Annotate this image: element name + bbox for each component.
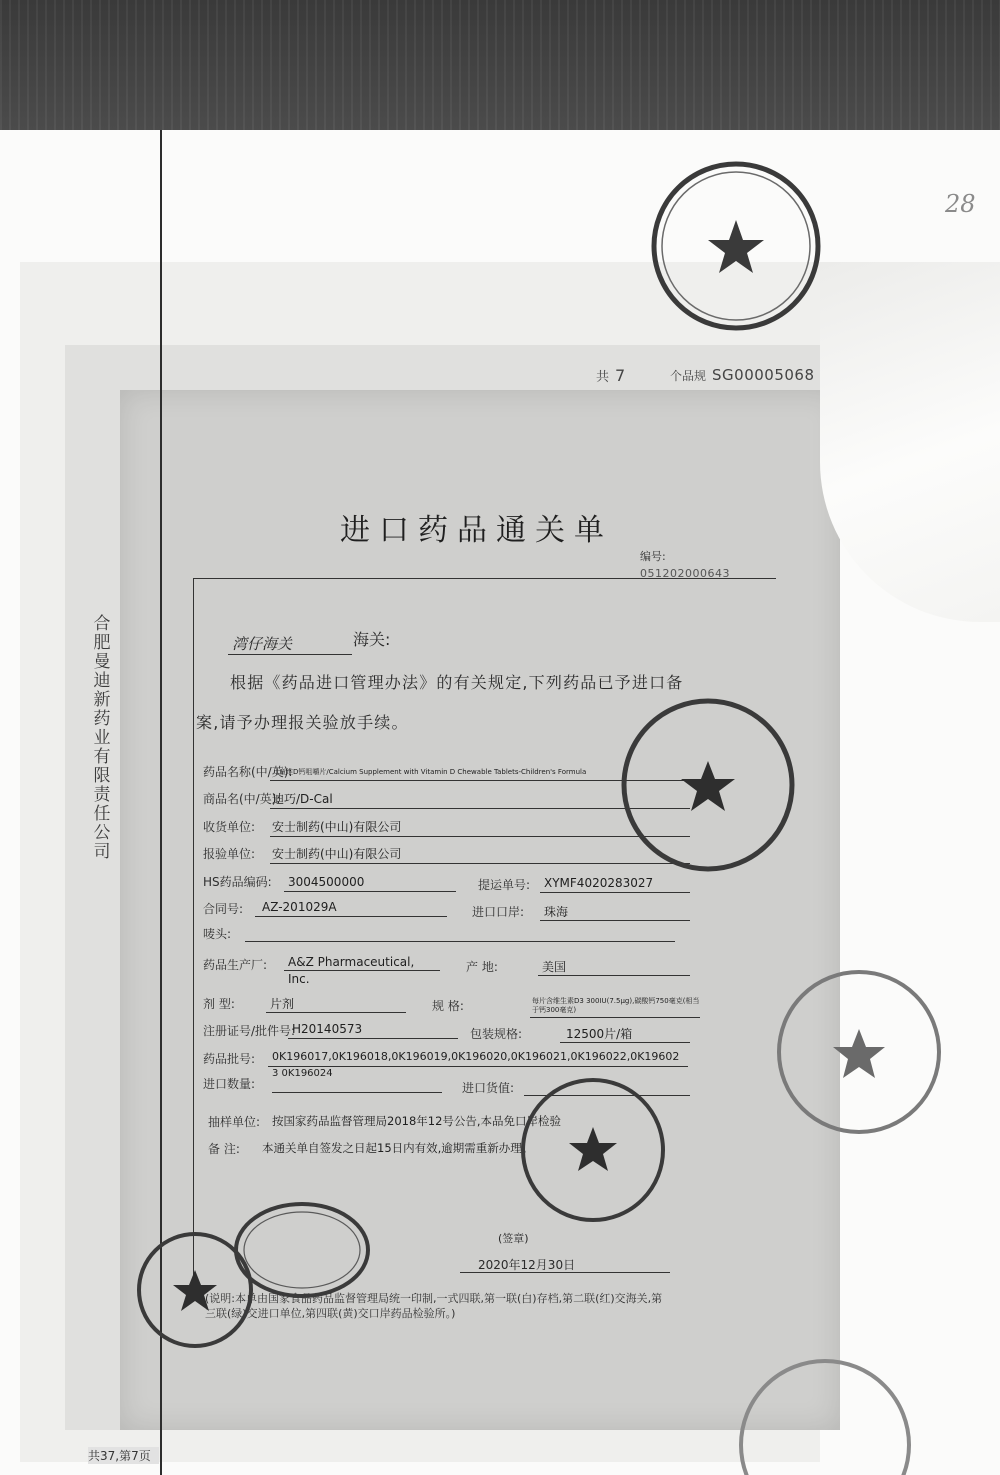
issue-date-underline — [460, 1272, 670, 1273]
import-qty-label: 进口数量: — [203, 1077, 256, 1091]
seal-label: (签章) — [498, 1232, 529, 1245]
remark-value: 本通关单自签发之日起15日内有效,逾期需重新办理。 — [262, 1141, 534, 1155]
company-side-label: 合肥曼迪新药业有限责任公司 — [93, 614, 111, 862]
bill-no-underline — [540, 892, 690, 893]
handwritten-page-number: 28 — [945, 190, 976, 218]
registration-underline — [288, 1038, 458, 1039]
contract-value: AZ-201029A — [262, 900, 337, 914]
spec-value: 每片含维生素D3 300IU(7.5μg),碳酸钙750毫克(相当于钙300毫克) — [532, 997, 700, 1014]
consignee-label: 收货单位: — [203, 820, 256, 834]
customs-suffix: 海关: — [353, 630, 391, 649]
anshi-company-seal — [618, 695, 798, 875]
port-value: 珠海 — [544, 905, 569, 919]
batch-underline-1 — [268, 1066, 688, 1067]
consignee-value: 安士制药(中山)有限公司 — [272, 820, 402, 834]
registration-value: H20140573 — [292, 1022, 363, 1036]
pack-spec-underline — [560, 1042, 690, 1043]
intro-line-1: 根据《药品进口管理办法》的有关规定,下列药品已予进口备 — [230, 673, 684, 692]
header-count-label: 共 — [596, 370, 610, 385]
declarant-value: 安士制药(中山)有限公司 — [272, 847, 402, 861]
header-serial — [670, 366, 815, 384]
seal-star-icon — [708, 220, 764, 273]
header-count — [596, 366, 625, 385]
intro-line-2: 案,请予办理报关验放手续。 — [196, 713, 409, 732]
manufacturer-value-1: A&Z Pharmaceutical, — [288, 955, 415, 969]
header-serial-label: 个品规 — [670, 369, 707, 383]
pack-spec-value: 12500片/箱 — [566, 1027, 633, 1041]
pack-spec-label: 包装规格: — [470, 1027, 523, 1041]
seal-star-icon — [569, 1127, 617, 1171]
batch-label: 药品批号: — [203, 1052, 256, 1066]
form-number-value: 051202000643 — [640, 567, 730, 580]
trade-name-label: 商品名(中/英): — [203, 792, 281, 806]
drug-name-label: 药品名称(中/英): — [203, 765, 293, 779]
contract-label: 合同号: — [203, 902, 244, 916]
contract-underline — [255, 916, 447, 917]
hs-code-value: 3004500000 — [288, 875, 365, 889]
hs-code-label: HS药品编码: — [203, 875, 272, 889]
spec-underline — [530, 1017, 700, 1018]
origin-label: 产 地: — [466, 960, 498, 974]
dosage-form-label: 剂 型: — [203, 997, 235, 1011]
port-label: 进口口岸: — [472, 905, 525, 919]
origin-underline — [538, 975, 690, 976]
registration-label: 注册证号/批件号: — [203, 1024, 296, 1038]
company-quality-seal-right — [772, 965, 947, 1140]
company-quality-seal-top — [648, 158, 824, 334]
trade-name-value: 迪巧/D-Cal — [272, 792, 333, 806]
form-number-label: 编号: — [640, 550, 666, 563]
declarant-label: 报验单位: — [203, 847, 256, 861]
import-qty-underline — [272, 1092, 442, 1093]
dosage-form-value: 片剂 — [270, 997, 295, 1011]
hs-code-underline — [284, 891, 456, 892]
drug-admin-import-seal — [518, 1075, 668, 1225]
seal-star-icon — [173, 1270, 217, 1311]
seal-star-icon — [681, 761, 735, 811]
origin-value: 美国 — [542, 960, 567, 974]
page-footer: 共37,第7页 — [88, 1447, 159, 1464]
sampling-value: 按国家药品监督管理局2018年12号公告,本品免口岸检验 — [272, 1114, 562, 1128]
marks-underline — [245, 941, 675, 942]
customs-name: 湾仔海关 — [228, 633, 352, 655]
form-note-line-2: 三联(绿)交进口单位,第四联(黄)交口岸药品检验所。) — [205, 1307, 456, 1320]
manufacturer-label: 药品生产厂: — [203, 958, 268, 972]
distributor-seal — [135, 1230, 255, 1350]
import-amount-label: 进口货值: — [462, 1081, 515, 1095]
bill-no-value: XYMF4020283027 — [544, 876, 654, 890]
issue-date: 2020年12月30日 — [478, 1258, 576, 1272]
seal-star-icon — [833, 1029, 885, 1078]
batch-value-2: 3 0K196024 — [272, 1068, 333, 1079]
drug-name-value: 儿童维D钙咀嚼片/Calcium Supplement with Vitamin D Chewable Tablets-Children's Formula — [272, 768, 587, 776]
form-note-line-1: (说明:本单由国家食品药品监督管理局统一印制,一式四联,第一联(白)存档,第二联(红)交海关,第 — [205, 1292, 663, 1305]
dosage-form-underline — [266, 1012, 406, 1013]
remark-label: 备 注: — [208, 1142, 240, 1156]
port-underline — [540, 920, 690, 921]
spec-label: 规 格: — [432, 999, 464, 1013]
batch-value-1: 0K196017,0K196018,0K196019,0K196020,0K196021,0K196022,0K19602 — [272, 1050, 680, 1063]
sampling-label: 抽样单位: — [208, 1115, 261, 1129]
marks-label: 唛头: — [203, 927, 232, 941]
bill-no-label: 提运单号: — [478, 878, 531, 892]
scan-top-band — [0, 0, 1000, 130]
qingdao-seal-bottom — [735, 1355, 915, 1475]
form-title: 进口药品通关单 — [340, 513, 613, 548]
header-serial-code: SG00005068 — [712, 366, 815, 384]
manufacturer-value-2: Inc. — [288, 972, 310, 986]
manufacturer-underline — [284, 970, 440, 971]
header-count-value: 7 — [615, 366, 626, 385]
